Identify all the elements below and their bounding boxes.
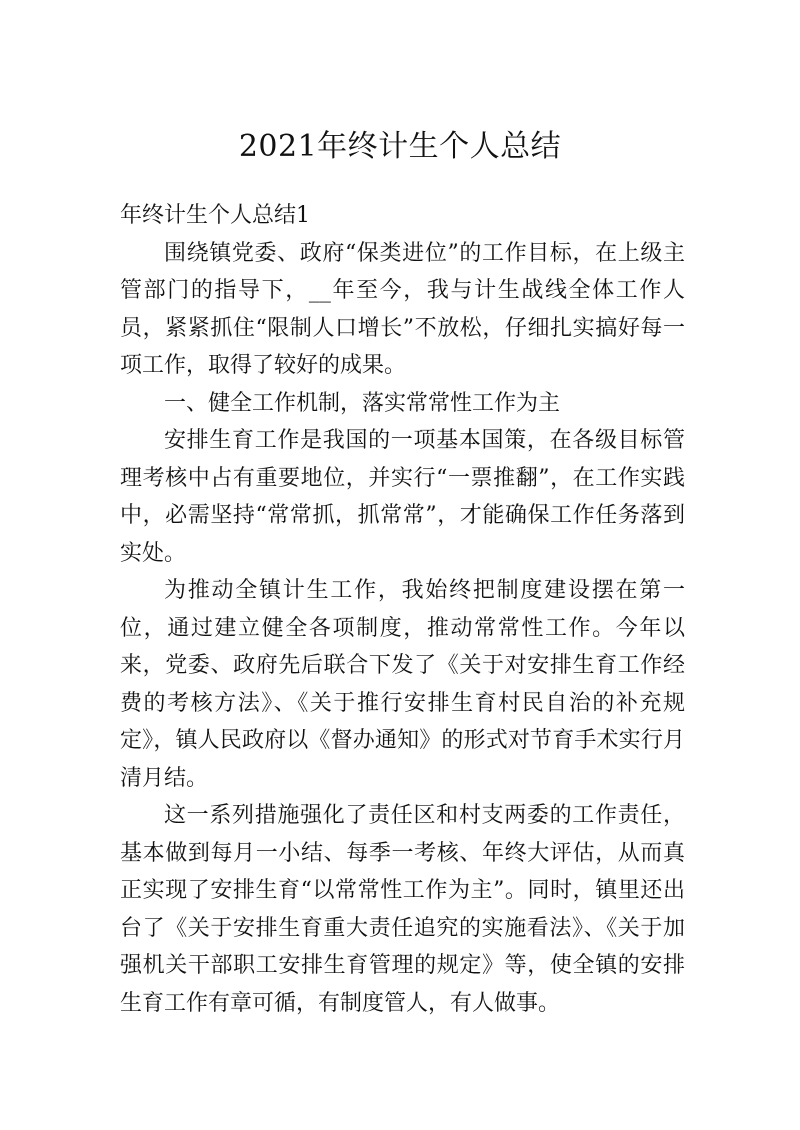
- paragraph-measures: 这一系列措施强化了责任区和村支两委的工作责任，基本做到每月一小结、每季一考核、年终大评估，从而真正实现了安排生育“以常常性工作为主”。同时，镇里还出台了《关于安排生育重大责任追究的实施看法》、《关于加强机关干部职工安排生育管理的规定》等，使全镇的安排生育工作有章可循，有制度管人，有人做事。: [120, 803, 685, 1016]
- paragraph-policy: 安排生育工作是我国的一项基本国策，在各级目标管理考核中占有重要地位，并实行“一票推翻”，在工作实践中，必需坚持“常常抓，抓常常”，才能确保工作任务落到实处。: [120, 428, 685, 566]
- document-body: [120, 197, 685, 1022]
- document-title: 2021年终计生个人总结: [238, 129, 562, 164]
- document-subtitle: 年终计生个人总结1: [120, 203, 310, 228]
- section-heading: 一、健全工作机制，落实常常性工作为主: [164, 390, 561, 416]
- paragraph-intro: 围绕镇党委、政府“保类进位”的工作目标，在上级主管部门的指导下，__年至今，我与计生战线全体工作人员，紧紧抓住“限制人口增长”不放松，仔细扎实搞好每一项工作，取得了较好的成果。: [120, 240, 685, 378]
- paragraph-system: 为推动全镇计生工作，我始终把制度建设摆在第一位，通过建立健全各项制度，推动常常性工作。今年以来，党委、政府先后联合下发了《关于对安排生育工作经费的考核方法》、《关于推行安排生育村民自治的补充规定》，镇人民政府以《督办通知》的形式对节育手术实行月清月结。: [120, 578, 685, 791]
